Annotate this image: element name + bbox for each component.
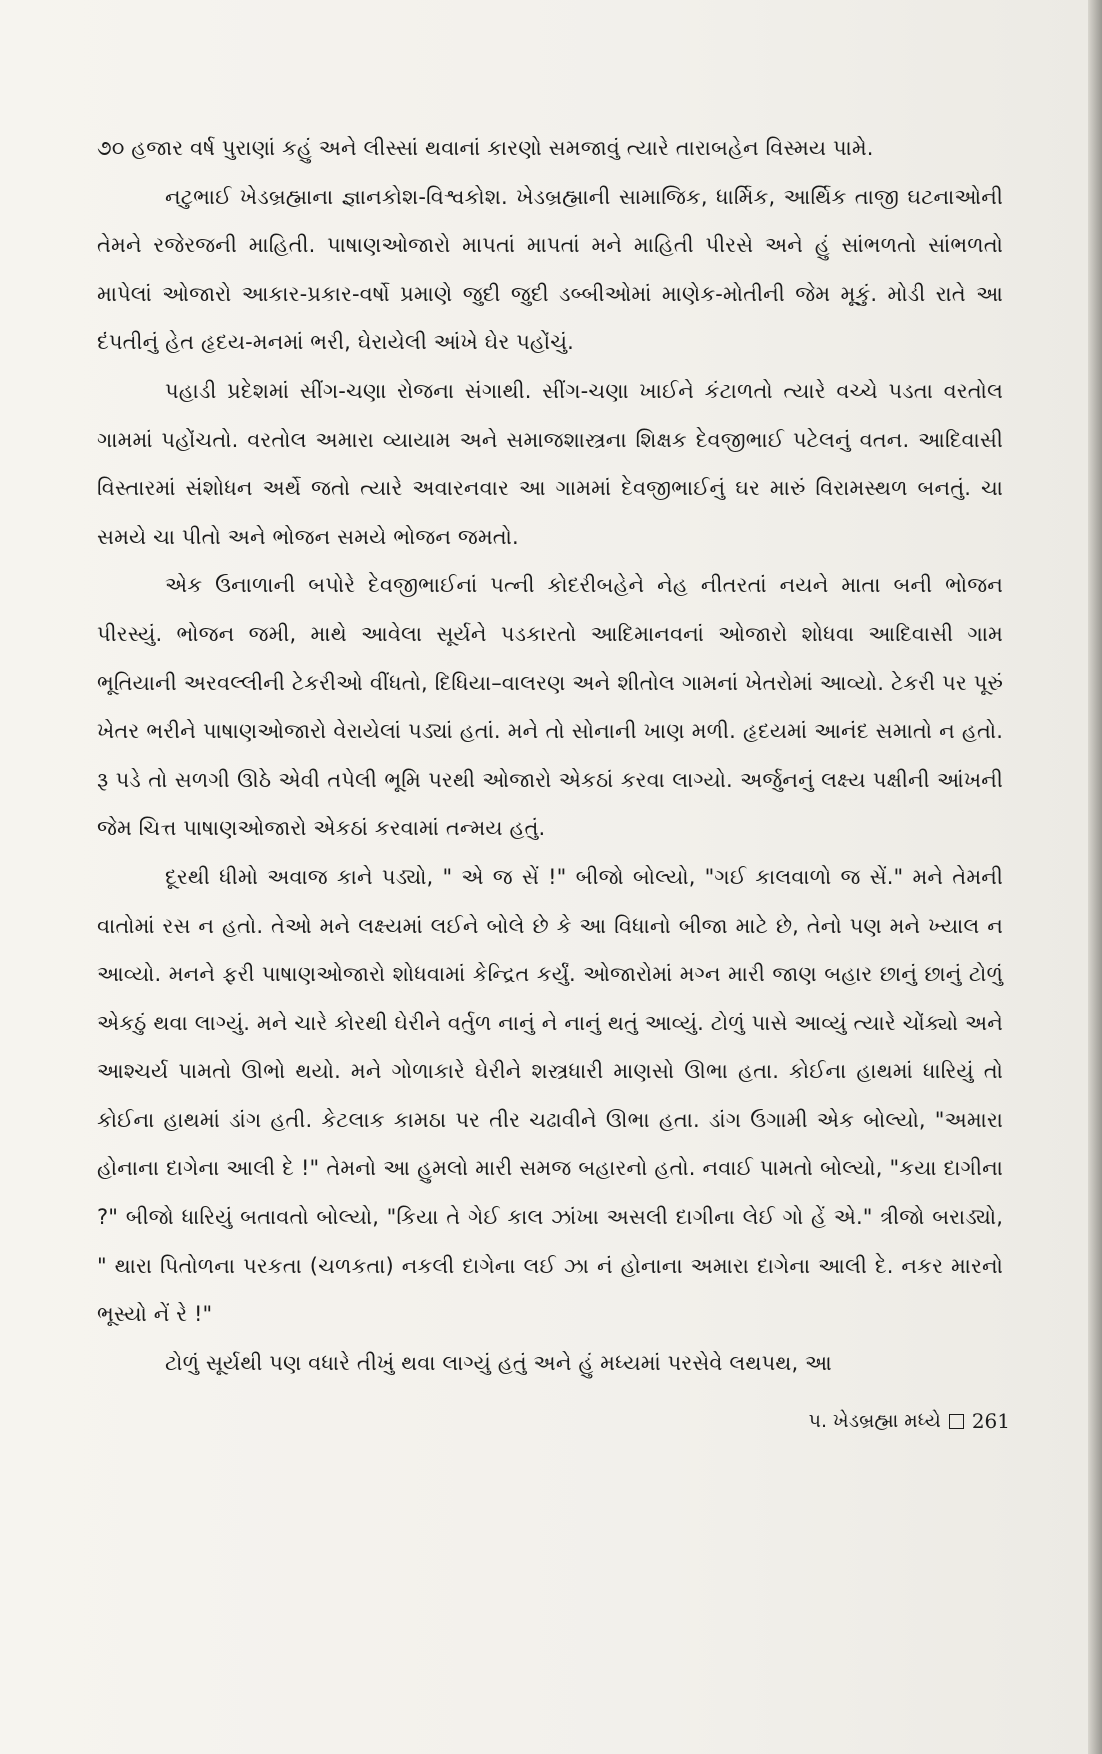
paragraph-2: નટુભાઈ ખેડબ્રહ્માના જ્ઞાનકોશ-વિશ્વકોશ. ખેડબ્રહ્માની સામાજિક, ધાર્મિક, આર્થિક તાજી ઘટનાઓની તેમને રજેરજની માહિતી. પાષાણઓજારો માપતાં માપતાં મને માહિતી પીરસે અને હું સાંભળતો સાંભળતો માપેલાં ઓજારો આકાર-પ્રકાર-વર્ષો પ્રમાણે જુદી જુદી ડબ્બીઓમાં માણેક-મોતીની જેમ મૂકું. મોડી રાતે આ દંપતીનું હેત હૃદય-મનમાં ભરી, ઘેરાયેલી આંખે ઘેર પહોંચું. <box>97 184 1003 355</box>
paragraph-1: ૭૦ હજાર વર્ષ પુરાણાં કહું અને લીસ્સાં થવાનાં કારણો સમજાવું ત્યારે તારાબહેન વિસ્મય પામે. <box>97 136 874 160</box>
running-head: પ. ખેડબ્રહ્મા મધ્યે <box>808 1410 941 1432</box>
paragraph-6: ટોળું સૂર્યથી પણ વધારે તીખું થવા લાગ્યું હતું અને હું મધ્યમાં પરસેવે લથપથ, આ <box>165 1350 832 1375</box>
paragraph-3: પહાડી પ્રદેશમાં સીંગ-ચણા રોજના સંગાથી. સીંગ-ચણા ખાઈને કંટાળતો ત્યારે વચ્ચે પડતા વરતોલ ગામમાં પહોંચતો. વરતોલ અમારા વ્યાયામ અને સમાજશાસ્ત્રના શિક્ષક દેવજીભાઈ પટેલનું વતન. આદિવાસી વિસ્તારમાં સંશોધન અર્થે જતો ત્યારે અવારનવાર આ ગામમાં દેવજીભાઈનું ઘર મારું વિરામસ્થળ બનતું. ચા સમયે ચા પીતો અને ભોજન સમયે ભોજન જમતો. <box>97 378 1003 549</box>
page-footer <box>809 1406 1010 1436</box>
paragraph-5: દૂરથી ધીમો અવાજ કાને પડ્યો, " એ જ સેં !" બીજો બોલ્યો, "ગઈ કાલવાળો જ સેં." મને તેમની વાતોમાં રસ ન હતો. તેઓ મને લક્ષ્યમાં લઈને બોલે છે કે આ વિધાનો બીજા માટે છે, તેનો પણ મને ખ્યાલ ન આવ્યો. મનને ફરી પાષાણઓજારો શોધવામાં કેન્દ્રિત કર્યું. ઓજારોમાં મગ્ન મારી જાણ બહાર છાનું છાનું ટોળું એકઠું થવા લાગ્યું. મને ચારે કોરથી ઘેરીને વર્તુળ નાનું ને નાનું થતું આવ્યું. ટોળું પાસે આવ્યું ત્યારે ચોંક્યો અને આશ્ચર્ય પામતો ઊભો થયો. મને ગોળાકારે ઘેરીને શસ્ત્રધારી માણસો ઊભા હતા. કોઈના હાથમાં ધારિયું તો કોઈના હાથમાં ડાંગ હતી. કેટલાક કામઠા પર તીર ચઢાવીને ઊભા હતા. ડાંગ ઉગામી એક બોલ્યો, "અમારા હોનાના દાગેના આલી દે !" તેમનો આ હુમલો મારી સમજ બહારનો હતો. નવાઈ પામતો બોલ્યો, "કયા દાગીના ?" બીજો ધારિયું બતાવતો બોલ્યો, "કિયા તે ગેઈ કાલ ઝાંખા અસલી દાગીના લેઈ ગો હેં એ." ત્રીજો બરાડ્યો, " થારા પિતોળના પરકતા (ચળકતા) નકલી દાગેના લઈ ઝા નં હોનાના અમારા દાગેના આલી દે. નકર મારનો ભૂસ્યો નેં રે !" <box>97 864 1003 1327</box>
page-edge-shadow <box>1088 0 1102 1754</box>
square-ornament-icon <box>949 1414 964 1429</box>
page-number: 261 <box>971 1409 1010 1433</box>
body-text <box>97 124 1003 1387</box>
paragraph-4: એક ઉનાળાની બપોરે દેવજીભાઈનાં પત્ની કોદરીબહેને નેહ નીતરતાં નયને માતા બની ભોજન પીરસ્યું. ભોજન જમી, માથે આવેલા સૂર્યને પડકારતો આદિમાનવનાં ઓજારો શોધવા આદિવાસી ગામ ભૂતિયાની અરવલ્લીની ટેકરીઓ વીંધતો, દિધિયા–વાલરણ અને શીતોલ ગામનાં ખેતરોમાં આવ્યો. ટેકરી પર પૂરું ખેતર ભરીને પાષાણઓજારો વેરાયેલાં પડ્યાં હતાં. મને તો સોનાની ખાણ મળી. હૃદયમાં આનંદ સમાતો ન હતો. રૂ પડે તો સળગી ઊઠે એવી તપેલી ભૂમિ પરથી ઓજારો એકઠાં કરવા લાગ્યો. અર્જુનનું લક્ષ્ય પક્ષીની આંખની જેમ ચિત્ત પાષાણઓજારો એકઠાં કરવામાં તન્મય હતું. <box>97 573 1003 841</box>
